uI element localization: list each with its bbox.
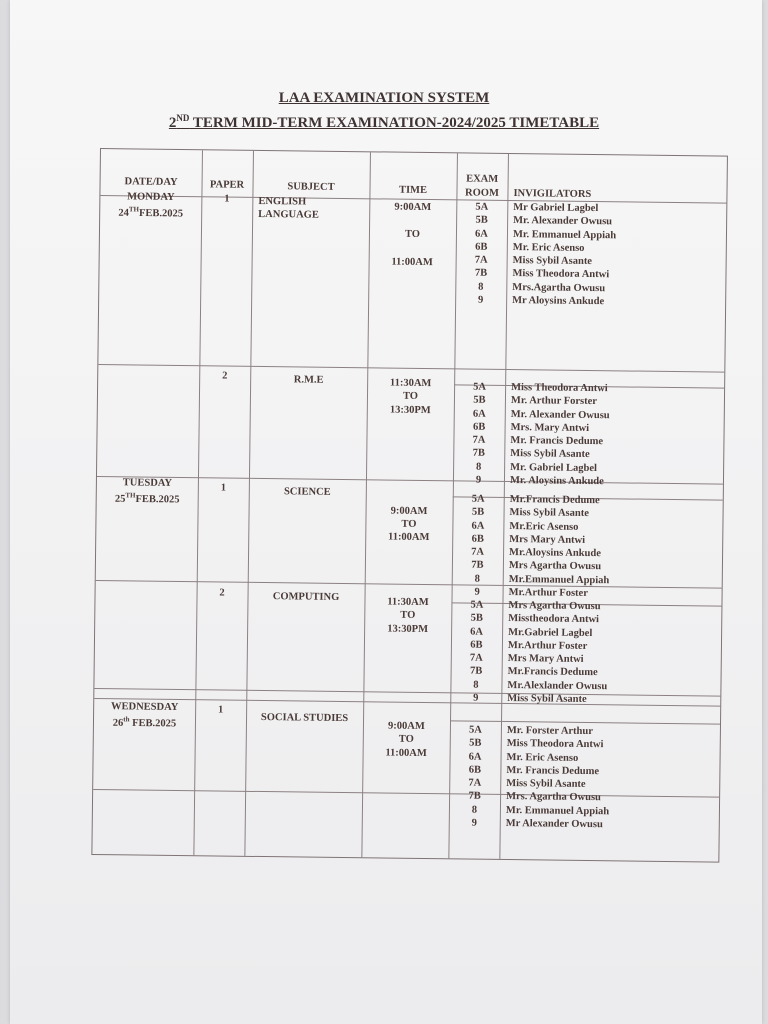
day-name: WEDNESDAY xyxy=(110,701,179,713)
subject-cell: R.M.E xyxy=(293,374,324,386)
invigilator-list: Mr Gabriel Lagbel Mr. Alexander Owusu Mr. Emmanuel Appiah Mr. Eric Asenso Miss Sybil Asante Miss Theodora Antwi Mrs.Agartha Owusu Mr Aloysins Ankude xyxy=(512,202,617,308)
time-start: 9:00AM xyxy=(390,505,428,518)
paper-number: 1 xyxy=(220,482,227,494)
subtitle-text: TERM MID-TERM EXAMINATION-2024/2025 TIMETABLE xyxy=(189,115,600,131)
time-end: 13:30PM xyxy=(387,623,429,636)
row-divider xyxy=(94,688,720,697)
day-wednesday xyxy=(94,700,195,731)
subject-cell: ENGLISH LANGUAGE xyxy=(258,195,319,221)
time-start: 9:00AM xyxy=(394,201,432,214)
room-list: 5A 5B 6A 6B 7A 7B 8 9 xyxy=(468,724,482,829)
invigilator-list: Mrs Agartha Owusu Misstheodora Antwi Mr.Gabriel Lagbel Mr.Arthur Foster Mrs Mary Antwi Mr.Francis Dedume Mr.Alexlander Owusu Miss Sybil Asante xyxy=(507,600,608,706)
header-subject: SUBJECT xyxy=(287,181,335,193)
time-end: 11:00AM xyxy=(391,256,433,269)
paper-number: 2 xyxy=(219,587,225,599)
header-paper: PAPER xyxy=(209,179,245,191)
time-end: 13:30PM xyxy=(389,404,431,417)
paper-number: 1 xyxy=(217,704,224,716)
time-to: TO xyxy=(398,733,414,745)
day-name: MONDAY xyxy=(127,191,175,203)
time-to: TO xyxy=(404,228,421,240)
document-subtitle xyxy=(0,113,768,132)
day-date: 25THFEB.2025 xyxy=(114,491,180,506)
subject-cell: SOCIAL STUDIES xyxy=(260,712,349,725)
day-name: TUESDAY xyxy=(122,477,173,489)
header-room: ROOM xyxy=(464,187,499,199)
day-date: 24THFEB.2025 xyxy=(118,205,184,220)
timetable xyxy=(91,148,728,863)
room-list: 5A 5B 6A 6B 7A 7B 8 9 xyxy=(474,201,489,306)
room-list: 5A 5B 6A 6B 7A 7B 8 9 xyxy=(471,493,485,598)
time-end: 11:00AM xyxy=(387,531,430,544)
header-invigilators: INVIGILATORS xyxy=(513,188,592,201)
document-title: LAA EXAMINATION SYSTEM xyxy=(278,90,490,106)
subtitle-ordinal: ND xyxy=(176,113,190,123)
paper-number: 2 xyxy=(222,370,228,382)
time-to: TO xyxy=(401,518,417,530)
day-date: 26th FEB.2025 xyxy=(112,715,177,730)
paper-number: 1 xyxy=(224,193,230,205)
column-divider xyxy=(244,151,254,856)
row-divider xyxy=(93,789,719,798)
subject-cell: COMPUTING xyxy=(272,591,340,603)
room-list: 5A 5B 6A 6B 7A 7B 8 9 xyxy=(469,599,484,704)
day-monday xyxy=(100,190,201,221)
subject-cell: SCIENCE xyxy=(283,486,331,498)
time-start: 11:30AM xyxy=(387,596,429,609)
time-start: 11:30AM xyxy=(389,377,432,390)
invigilator-list: Mr. Forster Arthur Miss Theodora Antwi Mr. Eric Asenso Mr. Francis Dedume Miss Sybil Asante Mrs. Agartha Owusu Mr. Emmanuel Appiah Mr Alexander Owusu xyxy=(505,725,610,831)
header-date: DATE/DAY xyxy=(124,176,178,188)
invigilator-list: Mr.Francis Dedume Miss Sybil Asante Mr.Eric Asenso Mrs Mary Antwi Mr.Aloysins Ankude Mrs Agartha Owusu Mr.Emmanuel Appiah Mr.Arthur Foster xyxy=(508,494,610,600)
time-end: 11:00AM xyxy=(385,747,427,760)
subtitle-number: 2 xyxy=(168,115,177,131)
row-divider xyxy=(96,580,722,589)
time-to: TO xyxy=(402,390,419,402)
time-to: TO xyxy=(400,609,416,621)
invigilator-list: Miss Theodora Antwi Mr. Arthur Forster Mr. Alexander Owusu Mrs. Mary Antwi Mr. Francis Dedume Miss Sybil Asante Mr. Gabriel Lagbel Mr. Aloysins Ankude xyxy=(509,382,610,488)
room-list: 5A 5B 6A 6B 7A 7B 8 9 xyxy=(472,381,487,486)
day-tuesday xyxy=(97,476,198,507)
header-time: TIME xyxy=(398,184,428,196)
header-exam: EXAM xyxy=(466,173,499,185)
row-divider xyxy=(98,364,724,373)
time-start: 9:00AM xyxy=(388,720,425,733)
